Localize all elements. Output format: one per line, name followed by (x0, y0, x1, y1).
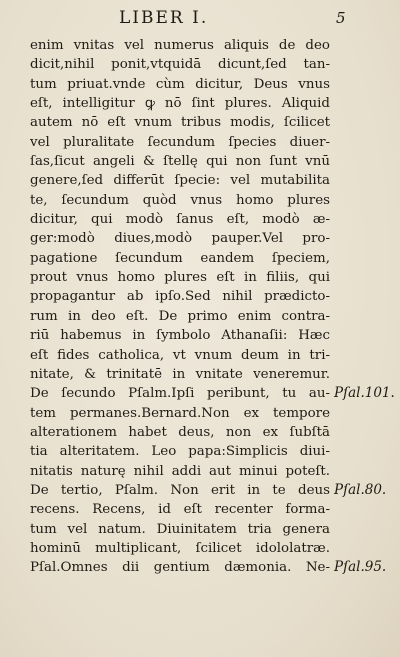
text-line: autem nō eſt vnum tribus modis, ſcilicet (30, 115, 330, 131)
text-line: recens. Recens, id eſt recenter forma- (30, 502, 330, 518)
text-line: prout vnus homo plures eſt in filiis, qui (30, 270, 330, 286)
text-line: pagatione ſecundum eandem ſpeciem, (30, 250, 330, 266)
running-title: LIBER I. (119, 8, 209, 28)
text-line: ſas,ſicut angeli & ſtellę qui non ſunt vnū (30, 154, 330, 170)
text-line: eſt fides catholica, vt vnum deum in tri- (30, 347, 330, 363)
text-line: dicit,nihil ponit,vtquidā dicunt,ſed tan- (30, 57, 330, 73)
text-line: tem permanes.Bernard.Non ex tempore (30, 405, 330, 421)
text-line: vel pluralitate ſecundum ſpecies diuer- (30, 134, 330, 150)
text-line: Pſal.Omnes dii gentium dæmonia. Ne- (30, 560, 330, 576)
text-line: tia alteritatem. Leo papa:Simplicis diui- (30, 444, 330, 460)
text-line: dicitur, qui modò ſanus eſt, modò æ- (30, 212, 330, 228)
text-line: De ſecundo Pſalm.Ipſi peribunt, tu au- (30, 386, 330, 402)
marginal-note: Pſal.95. (334, 559, 387, 576)
text-line: riū habemus in ſymbolo Athanaſii: Hæc (30, 328, 330, 344)
page-number: 5 (336, 9, 346, 27)
text-line: tum vel natum. Diuinitatem tria genera (30, 521, 330, 537)
text-line: propagantur ab ipſo.Sed nihil prædicto- (30, 289, 330, 305)
marginal-note: Pſal.101. (334, 385, 395, 402)
running-header (0, 6, 400, 32)
text-line: alterationem habet deus, non ex ſubſtā (30, 424, 330, 440)
text-line: genere,ſed differūt ſpecie: vel mutabilita (30, 173, 330, 189)
text-line: enim vnitas vel numerus aliquis de deo (30, 38, 330, 53)
text-line: ger:modò diues,modò pauper.Vel pro- (30, 231, 330, 247)
text-line: De tertio, Pſalm. Non erit in te deus (30, 482, 330, 498)
text-line: te, ſecundum quòd vnus homo plures (30, 192, 330, 208)
marginal-note: Pſal.80. (334, 482, 387, 499)
text-line: eſt, intelligitur ꝙ nō ſint plures. Aliquid (30, 96, 330, 112)
text-line: rum in deo eſt. De primo enim contra- (30, 308, 330, 324)
body-text (30, 36, 330, 578)
text-line: tum priuat.vnde cùm dicitur, Deus vnus (30, 76, 330, 92)
text-line: hominū multiplicant, ſcilicet idololatræ. (30, 540, 330, 556)
text-line: nitatis naturę nihil addi aut minui poteſt. (30, 463, 330, 479)
text-line: nitate, & trinitatē in vnitate veneremur. (30, 366, 330, 382)
